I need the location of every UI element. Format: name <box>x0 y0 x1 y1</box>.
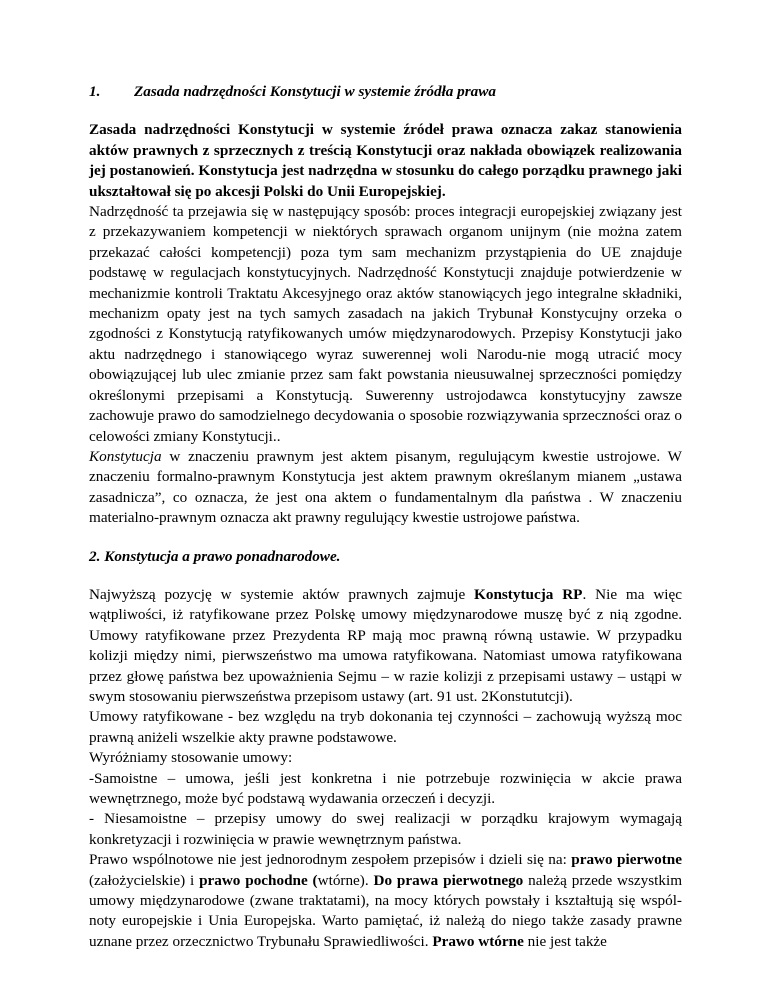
section-1-title: Zasada nadrzędności Konstytucji w systemie źródła prawa <box>134 83 497 100</box>
section-2-list-item-samoistne: -Samoistne – umowa, jeśli jest konkretna i nie potrzebuje rozwinięcia w akcie prawa wewnętrznego, może być podstawą wydawania orzeczeń i decyzji. <box>89 769 682 807</box>
section-1-number: 1. <box>89 83 101 100</box>
konstytucja-term: Konstytucja <box>89 447 162 465</box>
section-2-heading: 2. Konstytucja a prawo ponadnarodowe. <box>89 547 341 565</box>
section-2-paragraph-3: Wyróżniamy stosowanie umowy: <box>89 749 293 767</box>
section-2-paragraph-6: Prawo wspólnotowe nie jest jednorodnym zespołem przepisów i dzieli się na: prawo pierwotne (założycielskie) i prawo pochodne (wtórne). Do prawa pierwotnego należą przede wszystkim umowy międzynarodowe (zwane traktatami), na mocy których powstały i kształtują się wspól-noty europejskie i Unia Europejska. Warto pamiętać, iż należą do niego także zasady prawne uznane przez orzecznictwo Trybunału Sprawiedliwości. Prawo wtórne nie jest także <box>89 851 683 950</box>
section-2-list-item-niesamoistne: - Niesamoistne – przepisy umowy do swej realizacji w porządku krajowym wymagają konkretyzacji i rozwinięcia w prawie wewnętrznym państwa. <box>89 810 682 848</box>
section-1-heading <box>89 82 682 102</box>
section-1-bold-intro: Zasada nadrzędności Konstytucji w systemie źródeł prawa oznacza zakaz stanowienia aktów prawnych z sprzecznych z treścią Konstytucji oraz nakłada obowiązek realizowania jej postanowień. Konstytucja jest nadrzędna w stosunku do całego porządku prawnego jaki ukształtował się po akcesji Polski do Unii Europejskiej. <box>89 121 682 200</box>
section-1-paragraph-2: Konstytucja w znaczeniu prawnym jest aktem pisanym, regulującym kwestie ustrojowe. W znaczeniu formalno-prawnym Konstytucja jest aktem prawnym określanym mianem „ustawa zasadnicza”, co oznacza, że jest ona aktem o fundamentalnym dla państwa . W znaczeniu materialno-prawnym oznacza akt prawny regulujący kwestie ustrojowe państwa. <box>89 447 682 527</box>
section-1-paragraph-1: Nadrzędność ta przejawia się w następujący sposób: proces integracji europejskiej związany jest z przekazywaniem kompetencji w niektórych sprawach organom unijnym (nie można zatem przekazać całości kompetencji) poza tym sam mechanizm przystąpienia do UE znajduje podstawę w regulacjach konstytucyjnych. Nadrzędność Konstytucji znajduje potwierdzenie w mechanizmie kontroli Traktatu Akcesyjnego oraz aktów stanowiących jego integralne składniki, mechanizm opaty jest na tych samych zasadach na jakich Trybunał Konstycujny orzeka o zgodności z Konstytucją ratyfikowanych umów międzynarodowych. Przepisy Konstytucji jako aktu nadrzędnego i stanowiącego wyraz suwerennej woli Narodu-nie mogą utracić mocy obowiązującej lub ulec zmianie przez sam fakt powstania nieusuwalnej sprzeczności pomiędzy określonymi przepisami a Konstytucją. Suwerenny ustrojodawca konstytucyjny zawsze zachowuje prawo do samodzielnego decydowania o sposobie rozwiązywania sprzeczności oraz o celowości zmiany Konstytucji.. <box>89 203 682 445</box>
section-2-paragraph-2: Umowy ratyfikowane - bez względu na tryb dokonania tej czynności – zachowują wyższą moc prawną aniżeli wszelkie akty prawne podstawowe. <box>89 708 682 746</box>
section-2-paragraph-1: Najwyższą pozycję w systemie aktów prawnych zajmuje Konstytucja RP. Nie ma więc wątpliwości, iż ratyfikowane przez Polskę umowy międzynarodowe muszę być z nią zgodne. Umowy ratyfikowane przez Prezydenta RP mają moc prawną równą ustawie. W przypadku kolizji między nimi, pierwszeństwo ma umowa ratyfikowana. Natomiast umowa ratyfikowana przez głowę państwa bez upoważnienia Sejmu – w razie kolizji z przepisami ustawy – ustąpi w swym stosowaniu pierwszeństwa przepisom ustawy (art. 91 ust. 2Konstututcji). <box>89 585 682 705</box>
